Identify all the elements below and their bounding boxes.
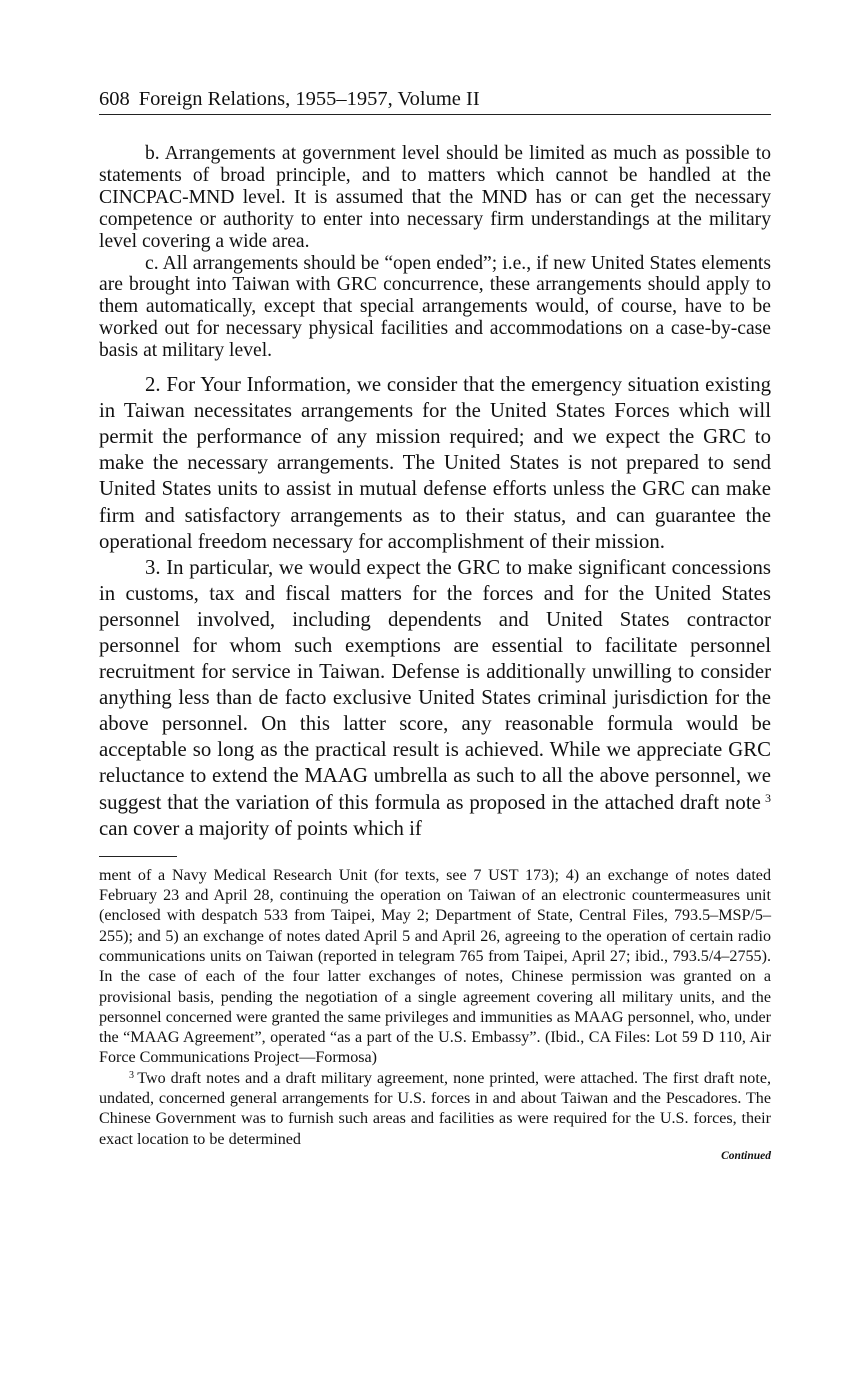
paragraph-2: 2. For Your Information, we consider that the emergency situation existing in Taiwan necessitates arrangements for the United States Forces which will permit the performance of any mission required; and we expect the GRC to make the necessary arrangements. The United States is not prepared to send United States units to assist in mutual defense efforts unless the GRC can make firm and satisfactory arrangements as to their status, and can guarantee the operational freedom necessary for accomplishment of their mission.: [99, 373, 771, 553]
footnote-divider: [99, 856, 177, 857]
footnotes: [99, 866, 771, 1163]
paragraph-3: [99, 555, 771, 842]
running-title: Foreign Relations, 1955–1957, Volume II: [138, 88, 480, 110]
footnote-3-marker: 3: [129, 1069, 134, 1081]
footnote-continuation: ment of a Navy Medical Research Unit (for texts, see 7 UST 173); 4) an exchange of notes dated February 23 and April 28, continuing the operation on Taiwan of an electronic countermeasures unit (enclosed with despatch 533 from Taipei, May 2; Department of State, Central Files, 793.5–MSP/5–255); and 5) an exchange of notes dated April 5 and April 26, agreeing to the operation of certain radio communications units on Taiwan (reported in telegram 765 from Taipei, April 27; ibid., 793.5/4–2755). In the case of each of the four latter exchanges of notes, Chinese permission was granted on a provisional basis, pending the negotiation of a single agreement covering all military units, and the personnel concerned were granted the same privileges and immunities as MAAG personnel, who, under the “MAAG Agreement”, operated “as a part of the U.S. Embassy”. (Ibid., CA Files: Lot 59 D 110, Air Force Communications Project—Formosa): [99, 866, 771, 1067]
page-number: 608: [99, 88, 130, 110]
continued-label: Continued: [721, 1149, 771, 1162]
running-header: [99, 86, 771, 115]
main-text: [99, 143, 771, 842]
footnote-reference-3: 3: [765, 790, 771, 805]
paragraph-c: c. All arrangements should be “open ended”; i.e., if new United States elements are brought into Taiwan with GRC concurrence, these arrangements should apply to them automatically, except that special arrangements would, of course, have to be worked out for necessary physical facilities and accommodations on a case-by-case basis at military level.: [99, 252, 771, 362]
paragraph-3-text: 3. In particular, we would expect the GRC to make significant concessions in customs, tax and fiscal matters for the forces and for the United States personnel involved, including dependents and United States contractor personnel for whom such exemptions are essential to facilitate personnel recruitment for service in Taiwan. Defense is additionally unwilling to consider anything less than de facto exclusive United States criminal jurisdiction for the above personnel. On this latter score, any reasonable formula would be acceptable so long as the practical result is achieved. While we appreciate GRC reluctance to extend the MAAG umbrella as such to all the above personnel, we suggest that the variation of this formula as proposed in the attached draft note: [99, 555, 771, 814]
paragraph-b: b. Arrangements at government level should be limited as much as possible to statements of broad principle, and to matters which cannot be handled at the CINCPAC-MND level. It is assumed that the MND has or can get the necessary competence or authority to enter into necessary firm understandings at the military level covering a wide area.: [99, 143, 771, 252]
footnote-3: [99, 1069, 771, 1150]
paragraph-3-tail: can cover a majority of points which if: [99, 816, 422, 840]
footnote-3-text: Two draft notes and a draft military agreement, none printed, were attached. The first draft note, undated, concerned general arrangements for U.S. forces in and about Taiwan and the Pescadores. The Chinese Government was to furnish such areas and facilities as were required for the U.S. forces, their exact location to be determined: [99, 1069, 771, 1148]
document-page: [99, 86, 771, 1163]
